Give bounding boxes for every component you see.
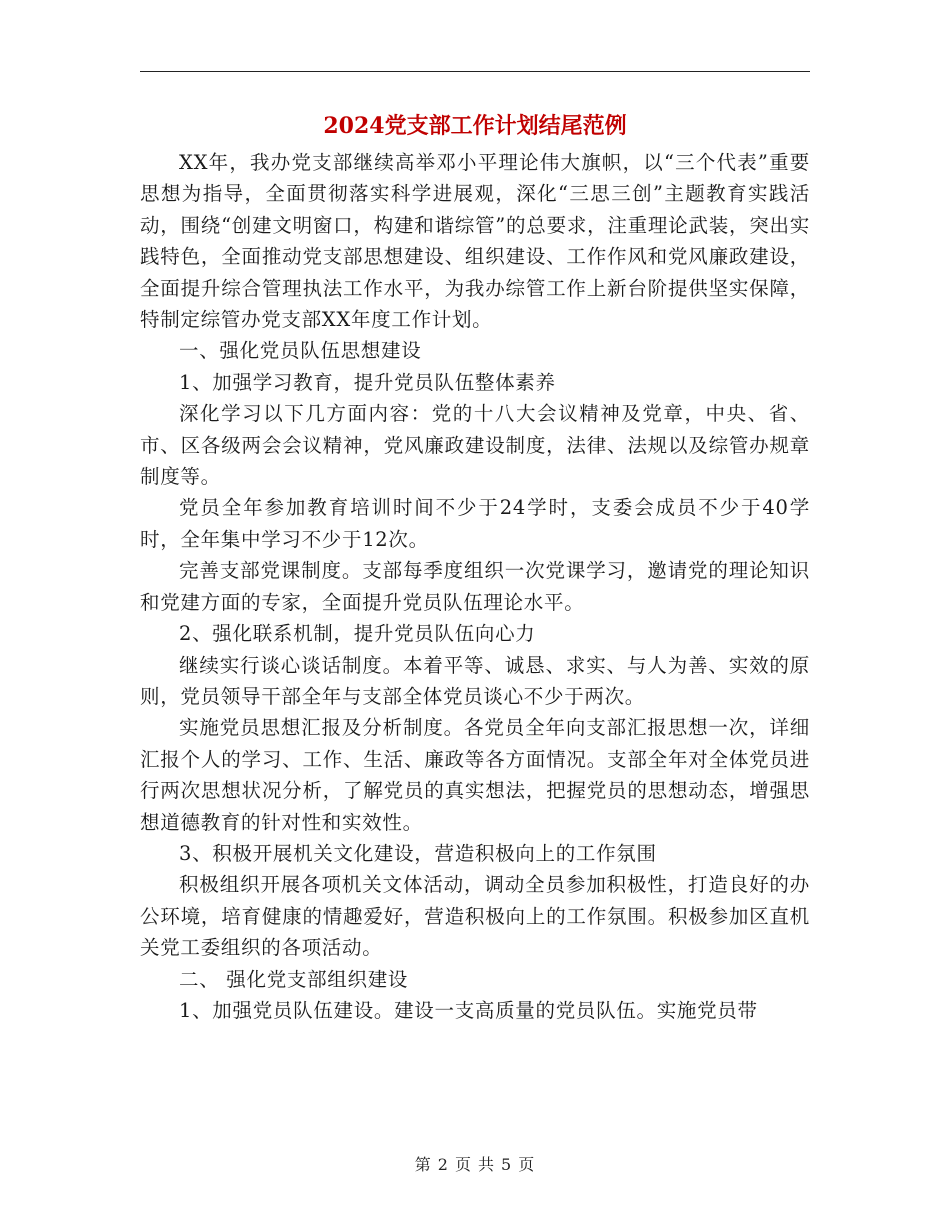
paragraph-intro: XX年，我办党支部继续高举邓小平理论伟大旗帜，以“三个代表”重要思想为指导，全面贯彻落实科学进展观，深化“三思三创”主题教育实践活动，围绕“创建文明窗口，构建和谐综管”的总要求，注重理论武装，突出实践特色，全面推动党支部思想建设、组织建设、工作作风和党风廉政建设，全面提升综合管理执法工作水平，为我办综管工作上新台阶提供坚实保障，特制定综管办党支部XX年度工作计划。 xyxy=(140,151,810,332)
subsection-heading-1-2: 2、强化联系机制，提升党员队伍向心力 xyxy=(179,622,536,646)
paragraph: 实施党员思想汇报及分析制度。各党员全年向支部汇报思想一次，详细汇报个人的学习、工作、生活、廉政等各方面情况。支部全年对全体党员进行两次思想状况分析，了解党员的真实想法，把握党员的思想动态，增强思想道德教育的针对性和实效性。 xyxy=(140,716,810,834)
paragraph: 深化学习以下几方面内容：党的十八大会议精神及党章，中央、省、市、区各级两会会议精神，党风廉政建设制度，法律、法规以及综管办规章制度等。 xyxy=(140,402,810,489)
header-rule xyxy=(140,71,810,72)
document-body xyxy=(140,147,810,1026)
paragraph: 党员全年参加教育培训时间不少于24学时，支委会成员不少于40学时，全年集中学习不少于12次。 xyxy=(140,496,810,551)
current-page-number: 2 xyxy=(437,1155,449,1174)
paragraph: 1、加强党员队伍建设。建设一支高质量的党员队伍。实施党员带 xyxy=(179,998,758,1022)
subsection-heading-1-1: 1、加强学习教育，提升党员队伍整体素养 xyxy=(179,370,556,394)
paragraph: 积极组织开展各项机关文体活动，调动全员参加积极性，打造良好的办公环境，培育健康的情趣爱好，营造积极向上的工作氛围。积极参加区直机关党工委组织的各项活动。 xyxy=(140,873,810,960)
section-heading-2: 二、 强化党支部组织建设 xyxy=(179,967,409,991)
paragraph: 继续实行谈心谈话制度。本着平等、诚恳、求实、与人为善、实效的原则，党员领导干部全年与支部全体党员谈心不少于两次。 xyxy=(140,653,810,708)
footer-suffix: 页 xyxy=(518,1155,536,1174)
section-heading-1: 一、强化党员队伍思想建设 xyxy=(179,339,422,363)
subsection-heading-1-3: 3、积极开展机关文化建设，营造积极向上的工作氛围 xyxy=(179,841,657,865)
paragraph: 完善支部党课制度。支部每季度组织一次党课学习，邀请党的理论知识和党建方面的专家，全面提升党员队伍理论水平。 xyxy=(140,559,810,614)
total-pages-number: 5 xyxy=(501,1155,513,1174)
footer-middle: 页 共 xyxy=(454,1155,496,1174)
page-footer xyxy=(140,1152,810,1175)
footer-prefix: 第 xyxy=(414,1155,432,1174)
document-title: 2024党支部工作计划结尾范例 xyxy=(323,113,627,139)
